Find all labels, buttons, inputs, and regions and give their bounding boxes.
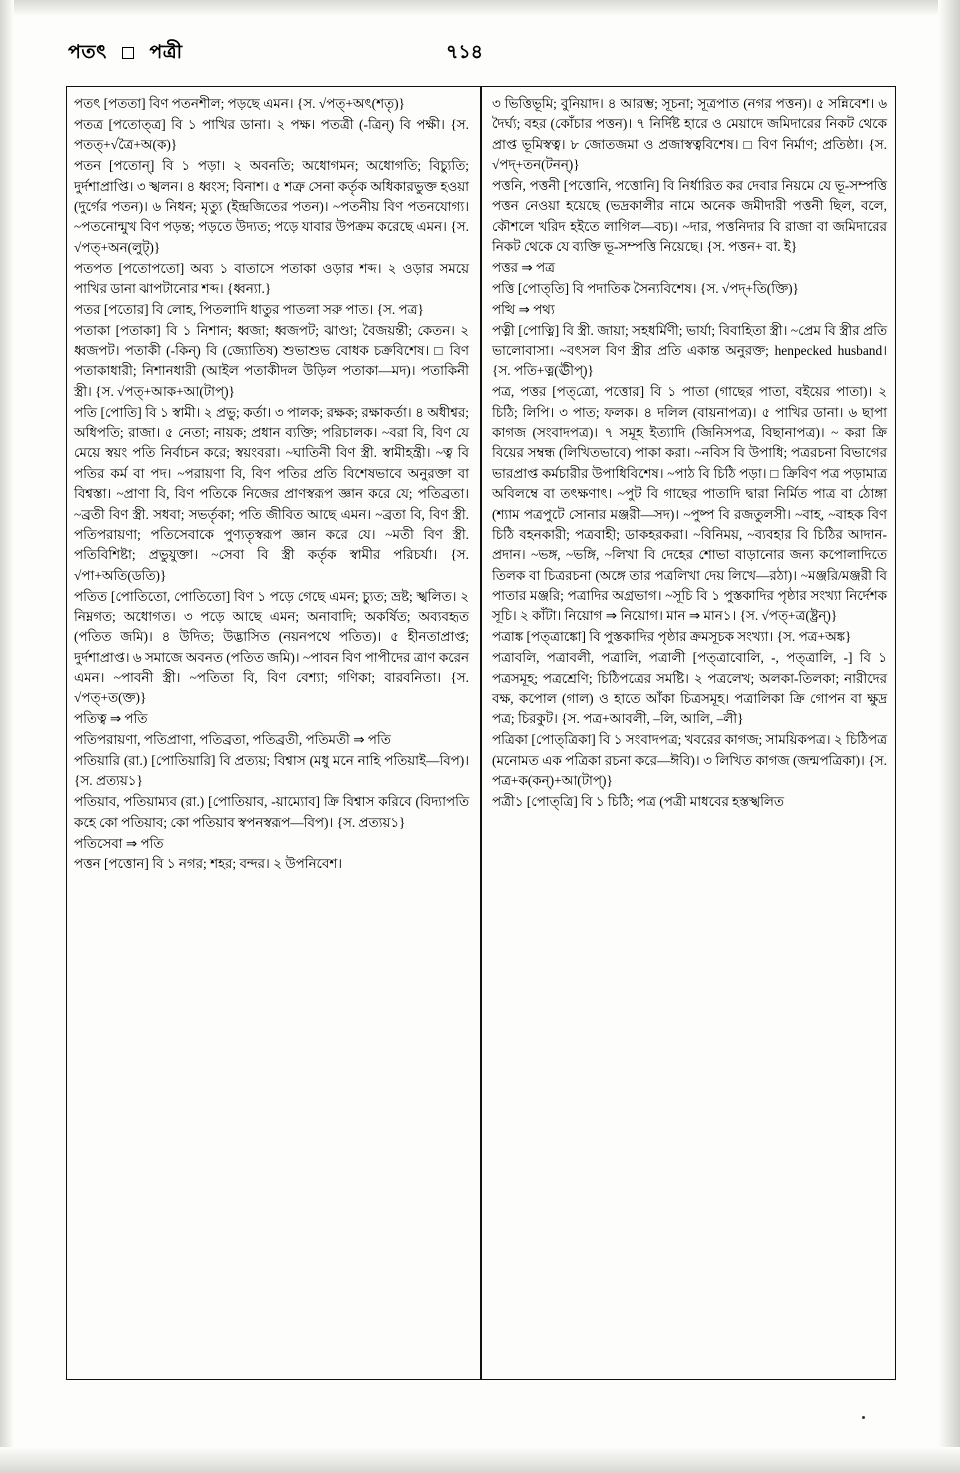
dictionary-entry: পত্থি ⇒ পথ্য [492,301,555,317]
page-header [68,38,892,68]
dictionary-entry: পত্তি [পোত্‌তি] বি পদাতিক সৈন্যবিশেষ। {স. √পদ্‌+তি(ক্তি)} [492,280,799,296]
dictionary-entry: পত্তনি, পত্তনী [পত্তোনি, পত্তোনি] বি নির্ধারিত কর দেবার নিয়মে যে ভূ-সম্পত্তি পত্তন নেওয়া হয়েছে (ভদ্রকালীর নামে অনেক জমীদারী পত্তনী ছিল, বলে, কৌশলে খরিদ হইতে লাগিল—বচ)। ~দার, পত্তনিদার বি রাজা বা জমিদারের নিকট থেকে যে ব্যক্তি ভূ-সম্পত্তি নিয়েছে। {স. পত্তন+ বা. ই} [492,178,887,255]
dictionary-entry: পতর [পতোর] বি লোহ, পিতলাদি ধাতুর পাতলা সরু পাত। {স. পত্র} [74,301,424,317]
scan-edge-bottom [0,1447,960,1473]
dictionary-entry: পতিপরায়ণা, পতিপ্রাণা, পতিব্রতা, পতিব্রতী, পতিমতী ⇒ পতি [74,732,391,748]
dictionary-entry: পতিত্ব ⇒ পতি [74,711,148,727]
dictionary-entry: পত্রাঙ্ক [পত্‌ত্রাঙ্কো] বি পুস্তকাদির পৃষ্ঠার ক্রমসূচক সংখ্যা। {স. পত্র+অঙ্ক} [492,629,852,645]
dictionary-entry: পত্তর ⇒ পত্র [492,260,555,275]
dictionary-entry: পতৎ [পততা] বিণ পতনশীল; পড়ছে এমন। {স. √পত্‌+অৎ(শতৃ)} [74,96,405,111]
page-number: ৭১৪ [446,42,484,63]
header-headwords [68,38,183,70]
scan-edge-top [0,0,960,16]
header-right-headword: পত্রী [149,42,183,63]
dictionary-entry: পতিয়ারি (রা.) [পোতিয়ারি] বি প্রত্যয়; বিশ্বাস (মধু মনে নাহি পতিয়াই—বিপ)। {স. প্রত্যয়১} [74,753,469,789]
dictionary-entry: পত্র, পত্তর [পত্‌ত্রো, পত্তোর] বি ১ পাতা (গাছের পাতা, বইয়ের পাতা)। ২ চিঠি; লিপি। ৩ পাত; ফলক। ৪ দলিল (বায়নাপত্র)। ৫ পাখির ডানা। ৬ ছাপা কাগজ (সংবাদপত্র)। ৭ সমূহ ইত্যাদি (জিনিসপত্র, বিছানাপত্র)। ~ করা ক্রি বিয়ের সম্বন্ধ (লিখিতভাবে) পাকা করা। ~নবিস বি উপাধি; পত্ররচনা বিভাগের ভারপ্রাপ্ত কর্মচারীর উপাধিবিশেষ। ~পাঠ বি চিঠি পড়া। □ ক্রিবিণ পত্র পড়ামাত্র অবিলম্বে বা তৎক্ষণাৎ। ~পুট বি গাছের পাতাদি দ্বারা নির্মিত পাত্র বা ঠোঙ্গা (শ্যাম পত্রপুটে সোনার মঞ্জরী—সদ)। ~পুষ্প বি রজতুলসী। ~বাহ, ~বাহক বিণ চিঠি বহনকারী; পত্রবাহী; ডাকহরকরা। ~বিনিময়, ~ব্যবহার বি চিঠির আদান-প্রদান। ~ভঙ্গ, ~ভঙ্গি, ~লিখা বি দেহের শোভা বাড়ানোর জন্য কপোলাদিতে তিলক বা চিত্ররচনা (অঙ্গে তার পত্রলিখা দেয় লিখে—রঠা)। ~মঞ্জরি/মঞ্জরী বি পাতার মঞ্জরি; পত্রাদির অগ্রভাগ। ~সূচি বি ১ পুস্তকাদির পৃষ্ঠার সংখ্যা নির্দেশক সূচি। ২ কাঁটা। নিয়োগ ⇒ নিয়োগ। মান ⇒ মান১। {স. √পত্‌+ত্র(ষ্ট্রন্)} [492,384,887,624]
dictionary-entry: পতি [পোতি] বি ১ স্বামী। ২ প্রভু; কর্তা। ৩ পালক; রক্ষক; রক্ষাকর্তা। ৪ অধীশ্বর; অধিপতি; রাজা। ৫ নেতা; নায়ক; প্রধান ব্যক্তি; পরিচালক। ~বরা বি, বিণ যে মেয়ে স্বয়ং পতি নির্বাচন করে; স্বয়ংবরা। ~ঘাতিনী বিণ স্ত্রী. স্বামীহন্ত্রী। ~ত্ব বি পতির কর্ম বা পদ। ~পরায়ণা বি, বিণ পতির প্রতি বিশেষভাবে অনুরক্তা বা বিশ্বস্তা। ~প্রাণা বি, বিণ পতিকে নিজের প্রাণস্বরূপ জ্ঞান করে যে; পতিব্রতা। ~ব্রতী বিণ স্ত্রী. সধবা; সভর্তৃকা; পতি জীবিত আছে এমন। ~ব্রতা বি, বিণ স্ত্রী. পতিপরায়ণা; পতিসেবাকে পুণ্যতৃস্বরূপ জ্ঞান করে যে। ~মতী বিণ স্ত্রী. পতিবিশিষ্টা; প্রভুযুক্তা। ~সেবা বি স্ত্রী কর্তৃক স্বামীর পরিচর্যা। {স. √পা+অতি(ডতি)} [74,404,469,583]
header-left-headword: পতৎ [68,42,107,63]
dictionary-entry: পত্তন [পত্তোন] বি ১ নগর; শহর; বন্দর। ২ উপনিবেশ। [74,856,343,872]
right-column [492,94,887,813]
dictionary-entry: পত্রিকা [পোত্‌ত্রিকা] বি ১ সংবাদপত্র; খবরের কাগজ; সাময়িকপত্র। ২ চিঠিপত্র (মনোমত এক পত্রিকা রচনা করে—ঈবি)। ৩ লিখিত কাগজ (জন্মপত্রিকা)। {স. পত্র+ক(কন্)+আ(টাপ্)} [492,732,887,788]
dictionary-entry: পতত্র [পতোত্‌ত্র] বি ১ পাখির ডানা। ২ পক্ষ। পতত্রী (-ত্রিন্) বি পক্ষী। {স. পতত্‌+√ত্রৈ+অ(ক)} [74,116,469,153]
dictionary-entry: পত্রী১ [পোত্‌ত্রি] বি ১ চিঠি; পত্র (পত্রী মাধবের হস্তস্খলিত [492,793,784,809]
dictionary-entry: পত্নী [পোত্নি] বি স্ত্রী. জায়া; সহধর্মিণী; ভার্যা; বিবাহিতা স্ত্রী। ~প্রেম বি স্ত্রীর প্রতি ভালোবাসা। ~বৎসল বিণ স্ত্রীর প্রতি একান্ত অনুরক্ত; henpecked husband। {স. পতি+ত্ন(ঊীপ্)} [492,322,887,379]
dictionary-entry: পতপত [পতোপতো] অব্য ১ বাতাসে পতাকা ওড়ার শব্দ। ২ ওড়ার সময়ে পাখির ডানা ঝাপটানোর শব্দ। {ধ্বন্যা.} [74,260,469,296]
square-bullet-icon [122,47,134,59]
dictionary-entry: পতন [পতোন্] বি ১ পড়া। ২ অবনতি; অধোগমন; অধোগতি; বিচ্যুতি; দুর্দশাপ্রাপ্তি। ৩ স্খলন। ৪ ধ্বংস; বিনাশ। ৫ শত্রু সেনা কর্তৃক অধিকারভুক্ত হওয়া (দুর্গের পতন)। ৬ নিধন; মৃত্যু (ইন্দ্রজিতের পতন)। ~পতনীয় বিণ পতনযোগ্য। ~পতনোন্মুখ বিণ পড়ন্ত; পড়তে উদ্যত; পড়ে যাবার উপক্রম করেছে এমন। {স. √পত্‌+অন(লুট্‌)} [74,158,469,255]
dictionary-entry: ৩ ভিত্তিভূমি; বুনিয়াদ। ৪ আরম্ভ; সূচনা; সূত্রপাত (নগর পত্তন)। ৫ সন্নিবেশ। ৬ দৈর্ঘ্য; বহর (কোঁচার পত্তন)। ৭ নির্দিষ্ট হারে ও মেয়াদে জমিদারের নিকট থেকে প্রাপ্ত ভূমিস্বত্ব। ৮ জোতজমা ও প্রজাস্বত্ববিশেষ। □ বিণ নির্মাণ; প্রতিষ্ঠা। {স. √পদ্‌+তন(টনন্)} [492,96,887,173]
dictionary-entry: পতিত [পোতিতো, পোতিতো] বিণ ১ পড়ে গেছে এমন; চ্যুত; ভ্রষ্ট; স্খলিত। ২ নিম্নগত; অধোগত। ৩ পড়ে আছে এমন; অনাবাদি; অকর্ষিত; অব্যবহৃত (পতিত জমি)। ৪ উদিত; উদ্ভাসিত (নয়নপথে পতিত)। ৫ হীনতাপ্রাপ্ত; দুর্দশাপ্রাপ্ত। ৬ সমাজে অবনত (পতিত জমি)। ~পাবন বিণ পাপীদের ত্রাণ করেন এমন। ~পাবনী স্ত্রী। ~পতিতা বি, বিণ বেশ্যা; গণিকা; বারবনিতা। {স. √পত্‌+ত(ক্ত)} [74,588,469,706]
column-divider [480,86,482,1380]
left-column [74,94,469,875]
scan-edge-right [938,0,960,1473]
scan-speck [862,1416,865,1419]
dictionary-entry: পতাকা [পতাকা] বি ১ নিশান; ধ্বজা; ধ্বজপট; ঝাণ্ডা; বৈজয়ন্তী; কেতন। ২ ধ্বজপট। পতাকী (-কিন্) বি (জ্যোতিষ) শুভাশুভ বোধক চক্রবিশেষ। □ বিণ পতাকাধারী; নিশানধারী (আইল পতাকীদল উড়িল পতাকা—মদ)। পতাকিনী স্ত্রী। {স. √পত্‌+আক+আ(টাপ্)} [74,322,469,399]
scan-edge-left [0,0,14,1473]
dictionary-entry: পতিসেবা ⇒ পতি [74,835,164,851]
dictionary-entry: পতিয়াব, পতিয়াম্যব (রা.) [পোতিয়াব, -য়াম্যোব] ক্রি বিশ্বাস করিবে (বিদ্যাপতি কহে কো পতিয়াব; কো পতিয়াব স্বপনস্বরূপ—বিপ)। {স. প্রত্যয়১} [74,794,469,830]
dictionary-entry: পত্রাবলি, পত্রাবলী, পত্রালি, পত্রালী [পত্‌ত্রাবোলি, -, পত্‌ত্রালি, -] বি ১ পত্রসমূহ; পত্রশ্রেণি; চিঠিপত্রের সমষ্টি। ২ পত্রলেখ; অলকা-তিলকা; নারীদের বক্ষ, কপোল (গাল) ও হাতে আঁকা চিত্রসমূহ। পত্রালিকা ক্রি গোপন বা ক্ষুদ্র পত্র; চিরকুট। {স. পত্র+আবলী, –লি, আলি, –লী} [492,650,887,727]
